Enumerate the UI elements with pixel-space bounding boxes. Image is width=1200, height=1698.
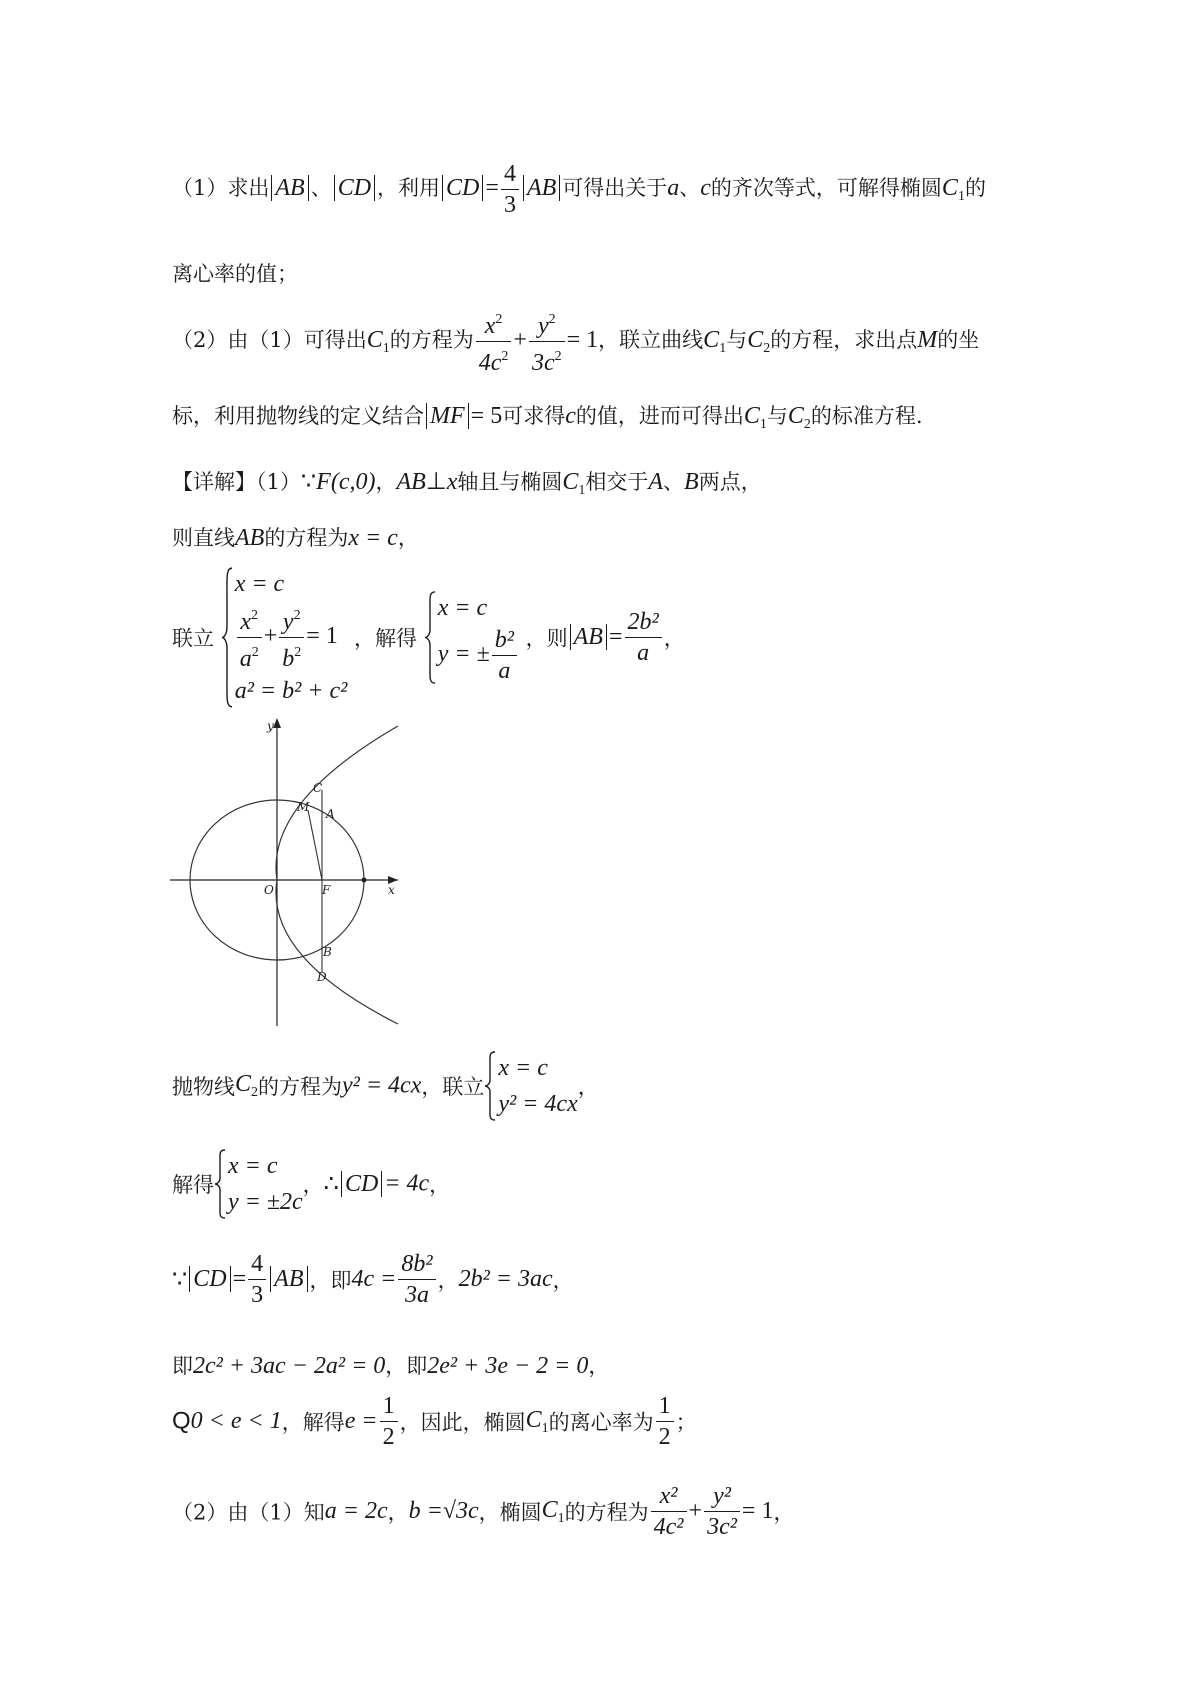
symbol-C1: $C_1$: [743, 403, 767, 432]
analysis-p1-line1: （1）求出 AB 、 CD ，利用 CD = $\frac{4}{3}$ AB 可得出关于a、c的齐次等式，可解得椭圆$C_1$的: [172, 161, 986, 218]
part-number: （1）: [172, 176, 228, 200]
ellipse-vertex-point: [362, 878, 367, 883]
analysis-p1-line2: 离心率的值；: [172, 262, 298, 286]
fraction-y2-3c2: $\frac{y^2}{3c^2}$: [529, 306, 565, 377]
solution-line9: （2）由（1）知a = 2c，b =√3c，椭圆$C_1$的方程为 $\frac{\text{x²}}{\text{4c²}}$ + $\frac{\text{y²}}{\text{3c²}}$ = 1，: [172, 1483, 795, 1540]
solution-line6: ∵ CD = $\frac{4}{3}$ AB ，即4c = $\frac{\text{8b²}}{3a}$ ，2b² = 3ac，: [172, 1251, 574, 1308]
solution-line4: 抛物线$C_2$的方程为y² = 4cx，联立 x = c y² = 4cx ，: [172, 1050, 599, 1122]
label-y: y: [267, 719, 274, 733]
label-x: x: [388, 883, 395, 897]
abs-AB: AB: [271, 175, 308, 201]
solution-line8: Q0 < e < 1，解得e = $\frac{1}{2}$ ，因此，椭圆$C_1$的离心率为 $\frac{1}{2}$ ；: [172, 1393, 697, 1450]
symbol-C1: $C_1$: [941, 175, 965, 204]
analysis-p2-line2: 标，利用抛物线的定义结合 MF = 5可求得c的值，进而可得出$C_1$与$C_2$的标准方程.: [172, 403, 923, 432]
label-F: F: [322, 883, 331, 897]
symbol-C2: $C_2$: [787, 403, 811, 432]
symbol-C2: $C_2$: [747, 327, 771, 356]
brace-icon: [424, 590, 436, 685]
parabola-C2: [276, 726, 398, 1024]
fraction-4-3: $\frac{4}{3}$: [501, 160, 519, 219]
fraction-y2-3c2: $\frac{\text{y²}}{\text{3c²}}$: [704, 1482, 740, 1541]
solution-tag: 【详解】: [172, 470, 256, 494]
brace-icon: [221, 566, 233, 709]
label-O: O: [264, 883, 274, 897]
brace-icon: [214, 1148, 226, 1220]
fraction-1-2-result: $\frac{1}{2}$: [656, 1392, 674, 1451]
y-axis-arrow-icon: [273, 718, 281, 728]
label-D: D: [317, 970, 327, 984]
segment-MF: [308, 810, 322, 880]
fraction-8b2-3a: $\frac{\text{8b²}}{3a}$: [398, 1250, 435, 1309]
fraction-x2-4c2: $\frac{x^2}{4c^2}$: [476, 306, 512, 377]
symbol-C2: $C_2$: [235, 1071, 259, 1100]
solution-line1: 【详解】（1）∵F(c,0)，AB⊥x轴且与椭圆$C_1$相交于A、B两点，: [172, 469, 762, 498]
fraction-x2-a2: $\frac{x^2}{a^2}$: [237, 602, 262, 673]
label-M: M: [297, 800, 310, 814]
symbol-C1: $C_1$: [366, 327, 390, 356]
solution-line5: 解得 x = c y = ±2c ，∴ CD = 4c，: [172, 1148, 450, 1220]
part-number: （2）: [172, 328, 228, 352]
label-C: C: [313, 781, 323, 795]
solution-line2: 则直线AB的方程为x = c，: [172, 525, 419, 551]
equation-system-3: x = c y² = 4cx: [484, 1050, 577, 1122]
abs-MF: MF: [426, 403, 469, 429]
fraction-4-3: $\frac{4}{3}$: [248, 1250, 266, 1309]
label-A: A: [326, 807, 335, 821]
symbol-C1: $C_1$: [562, 469, 586, 498]
fraction-y2-b2: $\frac{y^2}{b^2}$: [279, 602, 304, 673]
solution-line3-system: 联立 x = c $\frac{x^2}{a^2}$ + $\frac{y^2}{b^2}$ = 1 a² = b² + c² ，解得 x = c y = ± $\frac{\text{b²}}{a}$ ，则 AB = $\frac{\text{2b²}}{a}$ ，: [172, 566, 685, 709]
fraction-2b2-a: $\frac{\text{2b²}}{a}$: [625, 608, 662, 667]
fraction-x2-4c2: $\frac{\text{x²}}{\text{4c²}}$: [651, 1482, 687, 1541]
brace-icon: [484, 1050, 496, 1122]
solution-line7: 即2c² + 3ac − 2a² = 0，即2e² + 3e − 2 = 0，: [172, 1353, 610, 1379]
analysis-p2-line1: （2）由（1）可得出$C_1$的方程为 $\frac{x^2}{4c^2}$ + $\frac{y^2}{3c^2}$ = 1，联立曲线$C_1$与$C_2$的方程，求出点M的坐: [172, 306, 979, 377]
symbol-C1: $C_1$: [525, 1406, 549, 1436]
fraction-b2-a: $\frac{\text{b²}}{a}$: [492, 626, 517, 685]
equation-system-2: x = c y = ± $\frac{\text{b²}}{a}$: [424, 590, 519, 685]
label-B: B: [323, 945, 332, 959]
ellipse-parabola-figure: [170, 718, 400, 1028]
abs-AB-2: AB: [523, 175, 560, 201]
fraction-1-2: $\frac{1}{2}$: [380, 1392, 398, 1451]
symbol-C1: $C_1$: [703, 327, 727, 356]
equation-system-1: x = c $\frac{x^2}{a^2}$ + $\frac{y^2}{b^2}$ = 1 a² = b² + c²: [221, 566, 348, 709]
abs-CD: CD: [334, 175, 375, 201]
abs-CD-2: CD: [442, 175, 483, 201]
equation-system-4: x = c y = ±2c: [214, 1148, 303, 1220]
symbol-C1: $C_1$: [541, 1496, 565, 1526]
